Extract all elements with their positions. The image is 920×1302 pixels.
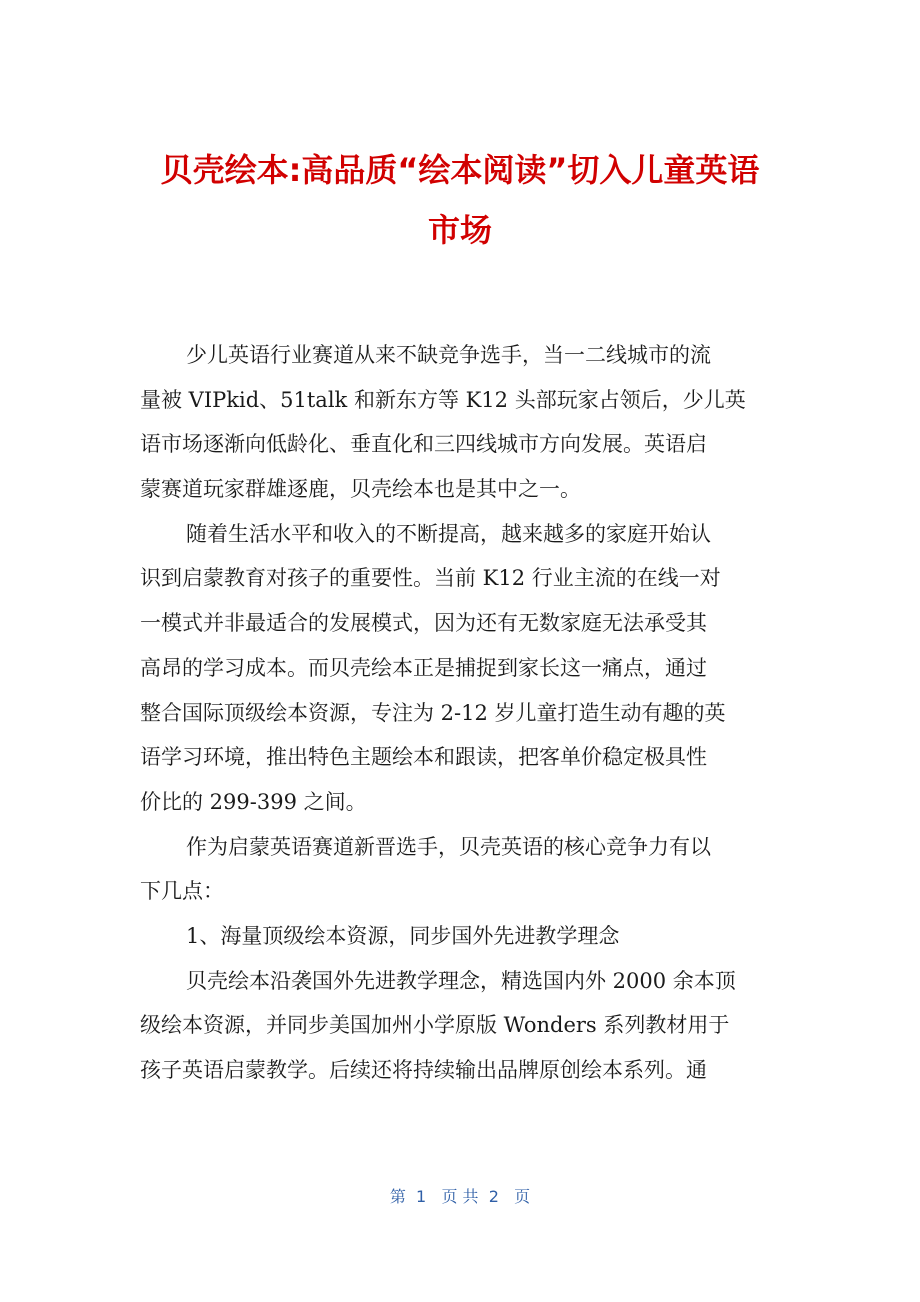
paragraph-1-line: 少儿英语行业赛道从来不缺竞争选手，当一二线城市的流 bbox=[186, 343, 711, 367]
paragraph-4-line: 孩子英语启蒙教学。后续还将持续输出品牌原创绘本系列。通 bbox=[140, 1058, 707, 1082]
paragraph-2-line: 价比的 299-399 之间。 bbox=[140, 789, 367, 814]
paragraph-1-line: 蒙赛道玩家群雄逐鹿，贝壳绘本也是其中之一。 bbox=[140, 477, 581, 502]
title-line-1: 贝壳绘本:高品质“绘本阅读”切入儿童英语 bbox=[160, 151, 760, 189]
page-number-footer: 第 1 页 共 2 页 bbox=[389, 1187, 531, 1206]
document-title bbox=[120, 140, 800, 260]
paragraph-2-line: 语学习环境，推出特色主题绘本和跟读，把客单价稳定极具性 bbox=[140, 745, 707, 770]
paragraph-2-line: 随着生活水平和收入的不断提高，越来越多的家庭开始认 bbox=[186, 521, 711, 546]
paragraph-4-line: 贝壳绘本沿袭国外先进教学理念，精选国内外 2000 余本顶 bbox=[186, 968, 736, 993]
paragraph-2-line: 一模式并非最适合的发展模式，因为还有无数家庭无法承受其 bbox=[140, 611, 707, 636]
section-heading-1: 1、海量顶级绘本资源，同步国外先进教学理念 bbox=[186, 923, 620, 948]
paragraph-1-line: 语市场逐渐向低龄化、垂直化和三四线城市方向发展。英语启 bbox=[140, 432, 707, 457]
paragraph-4-line: 级绘本资源，并同步美国加州小学原版 Wonders 系列教材用于 bbox=[140, 1013, 730, 1038]
paragraph-3-line: 作为启蒙英语赛道新晋选手，贝壳英语的核心竞争力有以 bbox=[186, 834, 711, 859]
paragraph-2-line: 识到启蒙教育对孩子的重要性。当前 K12 行业主流的在线一对 bbox=[140, 566, 721, 591]
paragraph-2-line: 高昂的学习成本。而贝壳绘本正是捕捉到家长这一痛点，通过 bbox=[140, 655, 707, 680]
article-body bbox=[140, 333, 780, 1093]
paragraph-2-line: 整合国际顶级绘本资源，专注为 2-12 岁儿童打造生动有趣的英 bbox=[140, 700, 726, 725]
title-line-2: 市场 bbox=[427, 211, 492, 249]
paragraph-3-line: 下几点： bbox=[140, 879, 224, 904]
paragraph-1-line: 量被 VIPkid、51talk 和新东方等 K12 头部玩家占领后，少儿英 bbox=[140, 387, 746, 412]
